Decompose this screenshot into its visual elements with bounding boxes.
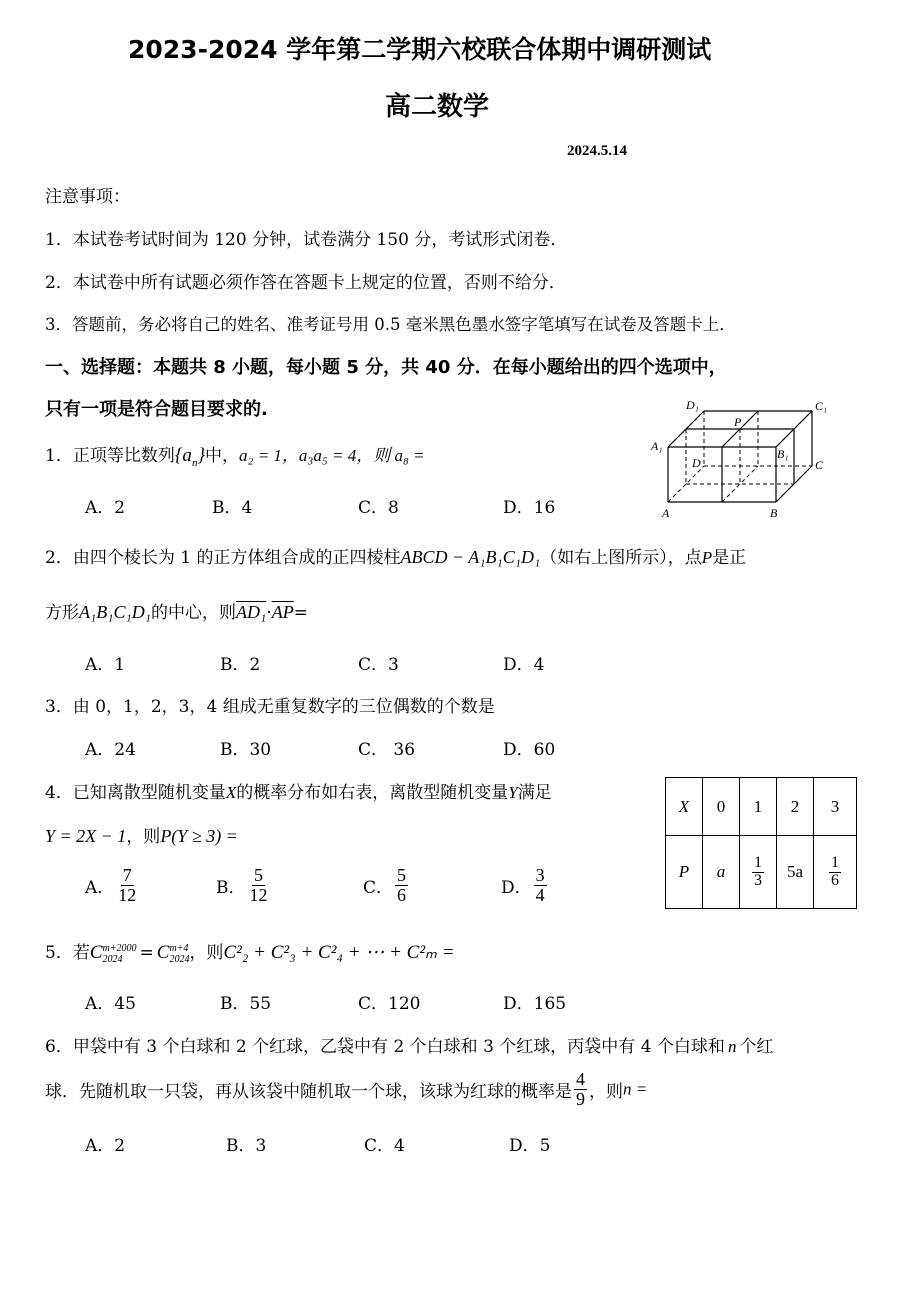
q4-line2-mid: ，则 — [126, 827, 161, 847]
q4-option-b-label: B． — [216, 877, 246, 898]
question-4-line1 — [45, 778, 552, 803]
question-2-line1 — [45, 543, 746, 568]
q2-option-b[interactable]: B．2 — [220, 655, 261, 675]
exam-title: 2023-2024 学年第二学期六校联合体期中调研测试 — [128, 35, 712, 64]
q2-suffix: （如右上图所示），点 — [540, 548, 702, 568]
q6-end: 个红 — [739, 1037, 774, 1057]
q6-option-a[interactable]: A．2 — [85, 1136, 126, 1156]
table-cell: P — [666, 836, 703, 909]
q6-prefix: 6．甲袋中有 3 个白球和 2 个红球，乙袋中有 2 个白球和 3 个红球，丙袋中有 4 个白球和 — [45, 1037, 725, 1057]
notice-item: 3．答题前，务必将自己的姓名、准考证号用 0.5 毫米黑色墨水签字笔填写在试卷及答题卡上． — [45, 315, 736, 334]
table-cell: $\frac{1}{6}$ — [814, 836, 857, 909]
q4-end: 满足 — [517, 783, 552, 803]
q2-end: 是正 — [712, 548, 747, 568]
q5-eq: = — [139, 943, 154, 963]
q5-comb-right: C m+4 2024 — [156, 942, 190, 965]
q2-prefix: 2．由四个棱长为 1 的正方体组合成的正四棱柱 — [45, 548, 401, 568]
question-6-line1 — [45, 1032, 773, 1057]
exam-date: 2024.5.14 — [567, 143, 627, 159]
q6-option-b[interactable]: B．3 — [226, 1136, 267, 1156]
q2-eq: = — [293, 603, 308, 623]
q6-line2-prefix: 球．先随机取一只袋，再从该袋中随机取一个球，该球为红球的概率是 — [45, 1081, 572, 1102]
q2-line2-prefix: 方形 — [45, 603, 79, 623]
question-5 — [45, 938, 454, 965]
q2-line2-mid: 的中心，则 — [151, 603, 237, 623]
q2-prism: ABCD − A₁B₁C₁D₁ — [400, 547, 541, 567]
q1-prefix: 1．正项等比数列 — [45, 446, 175, 466]
label-b1: B₁ — [777, 447, 789, 461]
q1-math: a₂ = 1，a₃a₅ = 4，则 a₈ = — [239, 446, 425, 465]
label-d1: D₁ — [686, 398, 699, 412]
section-heading: 一、选择题：本题共 8 小题，每小题 5 分，共 40 分．在每小题给出的四个选项中， — [45, 357, 727, 378]
notice-item: 2．本试卷中所有试题必须作答在答题卡上规定的位置，否则不给分． — [45, 273, 566, 293]
question-2-line2 — [45, 598, 308, 623]
question-6-line2 — [45, 1070, 647, 1109]
q4-option-c-fraction: $\frac{5}{6}$ — [397, 865, 407, 905]
q5-mid: ，则 — [189, 943, 224, 963]
q6-fraction: $\frac{4}{9}$ — [576, 1069, 585, 1109]
q2-option-c[interactable]: C．3 — [358, 655, 399, 675]
q4-prefix: 4．已知离散型随机变量 — [45, 783, 226, 803]
q5-option-d[interactable]: D．165 — [503, 994, 567, 1014]
q4-probability: P(Y ≥ 3) = — [160, 826, 238, 846]
q6-line2-end: ，则 — [589, 1081, 623, 1102]
q5-sum: C²₂ + C²₃ + C²₄ + ⋯ + C²ₘ = — [223, 942, 455, 963]
table-cell: 3 — [814, 778, 857, 836]
q4-x: X — [225, 783, 237, 802]
q1-mid: 中， — [205, 446, 240, 466]
question-1 — [45, 441, 425, 469]
q2-dot: · — [266, 603, 272, 623]
q2-option-a[interactable]: A．1 — [85, 655, 126, 675]
q4-relation: Y = 2X − 1 — [45, 826, 127, 846]
q4-option-d[interactable] — [501, 866, 549, 905]
prism-figure — [650, 395, 840, 525]
q3-option-c[interactable]: C． 36 — [358, 740, 416, 760]
q1-option-a[interactable]: A．2 — [85, 498, 126, 518]
q3-option-a[interactable]: A．24 — [85, 740, 136, 760]
q4-option-c[interactable] — [363, 866, 410, 905]
notice-heading: 注意事项： — [45, 187, 130, 207]
subject-title: 高二数学 — [385, 92, 490, 122]
q2-option-d[interactable]: D．4 — [503, 655, 545, 675]
table-cell: 2 — [777, 778, 814, 836]
q5-comb-left: C m+2000 2024 — [89, 942, 137, 965]
table-cell: 1 — [740, 778, 777, 836]
label-c: C — [815, 458, 824, 472]
q4-option-d-label: D． — [501, 877, 532, 898]
q4-y: Y — [508, 783, 518, 802]
q4-option-a-label: A． — [85, 877, 115, 898]
notice-item: 1．本试卷考试时间为 120 分钟，试卷满分 150 分，考试形式闭卷． — [45, 230, 568, 250]
q5-prefix: 5．若 — [45, 943, 90, 963]
q4-option-b-fraction: $\frac{5}{12}$ — [249, 865, 268, 905]
table-cell: X — [666, 778, 703, 836]
q2-point-p: P — [701, 548, 713, 567]
q6-option-d[interactable]: D．5 — [509, 1136, 551, 1156]
q3-option-b[interactable]: B．30 — [220, 740, 272, 760]
q3-option-d[interactable]: D．60 — [503, 740, 556, 760]
probability-table — [665, 777, 857, 909]
label-a1: A₁ — [651, 439, 663, 453]
question-4-line2 — [45, 822, 238, 847]
q1-option-c[interactable]: C．8 — [358, 498, 399, 518]
q4-option-c-label: C． — [363, 877, 394, 898]
q5-option-c[interactable]: C．120 — [358, 994, 421, 1014]
table-cell: 5a — [777, 836, 814, 909]
label-c1: C₁ — [815, 399, 828, 413]
q2-vector-ad1: AD₁ — [236, 602, 267, 622]
table-cell: a — [703, 836, 740, 909]
q1-sequence: $\{a_n\}$ — [174, 445, 206, 469]
q2-vector-ap: $\overline{AP}$ — [271, 602, 294, 622]
q6-n: n — [727, 1037, 737, 1056]
label-b: B — [770, 506, 778, 520]
section-heading-line2: 只有一项是符合题目要求的. — [45, 399, 268, 420]
table-cell: $\frac{1}{3}$ — [740, 836, 777, 909]
label-p: P — [734, 415, 742, 429]
table-cell: 0 — [703, 778, 740, 836]
q5-option-b[interactable]: B．55 — [220, 994, 272, 1014]
q4-mid: 的概率分布如右表，离散型随机变量 — [236, 783, 509, 803]
q4-option-b[interactable] — [216, 866, 272, 905]
q6-n-eq: n = — [623, 1079, 648, 1099]
q2-square: A₁B₁C₁D₁ — [79, 602, 152, 622]
label-a: A — [662, 506, 670, 520]
q5-option-a[interactable]: A．45 — [85, 994, 136, 1014]
q4-option-a[interactable] — [85, 866, 140, 905]
q4-option-a-fraction: $\frac{7}{12}$ — [118, 865, 137, 905]
q1-option-b[interactable]: B．4 — [212, 498, 253, 518]
q1-option-d[interactable]: D．16 — [503, 498, 556, 518]
q6-option-c[interactable]: C．4 — [364, 1136, 405, 1156]
q4-option-d-fraction: $\frac{3}{4}$ — [535, 865, 545, 905]
label-d: D — [692, 456, 701, 470]
question-3: 3．由 0，1，2，3，4 组成无重复数字的三位偶数的个数是 — [45, 697, 495, 717]
